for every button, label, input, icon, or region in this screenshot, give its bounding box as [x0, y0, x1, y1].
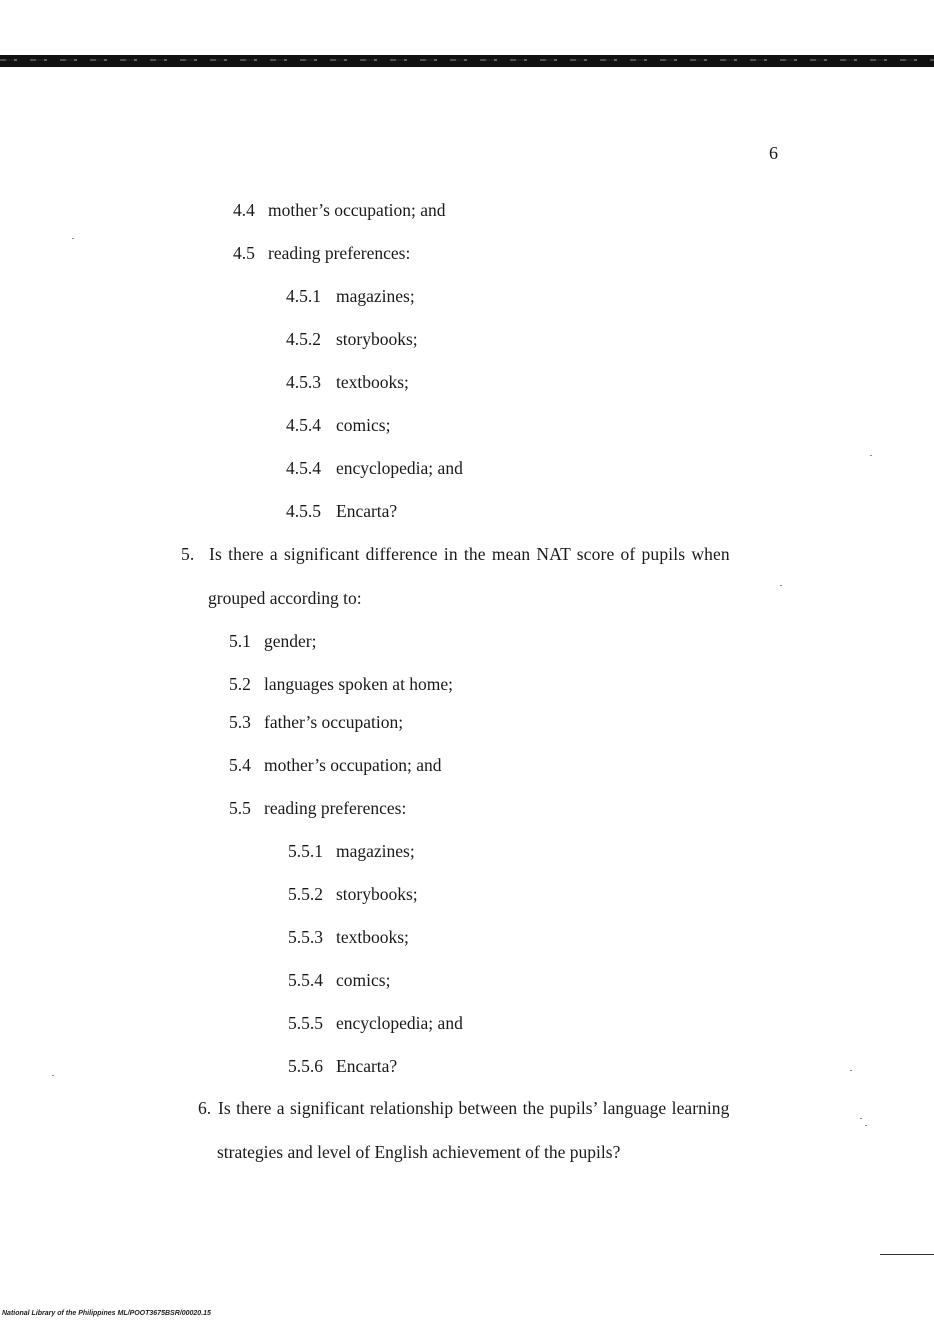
item-number: 5.5.6: [288, 1056, 323, 1076]
list-item: [286, 415, 390, 435]
question-5: [181, 544, 730, 564]
list-item-5-3: [229, 712, 403, 732]
scan-speck: [870, 455, 872, 456]
item-number: 4.5.2: [286, 329, 321, 349]
item-number: 4.5.5: [286, 501, 321, 521]
list-item: [286, 458, 463, 478]
item-text: textbooks;: [336, 927, 409, 947]
item-text: reading preferences:: [264, 798, 407, 818]
list-item-4-5: [233, 243, 410, 263]
item-number: 4.4: [233, 200, 255, 220]
question-number: 5.: [181, 544, 195, 564]
list-item: [288, 970, 390, 990]
item-text: mother’s occupation; and: [264, 755, 442, 775]
scan-speck: [72, 238, 74, 239]
question-6-continuation: strategies and level of English achievement of the pupils?: [217, 1142, 621, 1162]
item-text: comics;: [336, 415, 391, 435]
item-number: 5.5.4: [288, 970, 323, 990]
scan-line: [880, 1254, 934, 1255]
item-number: 5.4: [229, 755, 251, 775]
list-item-5-5: [229, 798, 406, 818]
scan-speck: [860, 1118, 862, 1119]
item-number: 5.5: [229, 798, 251, 818]
question-text: Is there a significant relationship between the pupils’ language learning: [218, 1098, 730, 1118]
item-text: encyclopedia; and: [336, 1013, 463, 1033]
question-6: [198, 1098, 729, 1118]
list-item-5-2: [229, 674, 453, 694]
item-number: 5.5.5: [288, 1013, 323, 1033]
item-text: gender;: [264, 631, 317, 651]
scan-speck: [850, 1070, 852, 1071]
scan-speck: [865, 1125, 867, 1126]
item-text: Encarta?: [336, 501, 398, 521]
item-number: 4.5.4: [286, 415, 321, 435]
item-text: mother’s occupation; and: [268, 200, 446, 220]
question-text: Is there a significant difference in the mean NAT score of pupils when: [209, 544, 730, 564]
question-5-continuation: grouped according to:: [208, 588, 362, 608]
item-number: 4.5: [233, 243, 255, 263]
list-item: [288, 1013, 463, 1033]
item-number: 5.5.2: [288, 884, 323, 904]
list-item: [286, 286, 415, 306]
item-text: encyclopedia; and: [336, 458, 463, 478]
list-item: [288, 884, 418, 904]
item-text: textbooks;: [336, 372, 409, 392]
item-text: languages spoken at home;: [264, 674, 454, 694]
list-item: [286, 329, 418, 349]
item-text: storybooks;: [336, 329, 418, 349]
item-text: reading preferences:: [268, 243, 411, 263]
item-number: 5.3: [229, 712, 251, 732]
item-text: storybooks;: [336, 884, 418, 904]
list-item: [288, 841, 415, 861]
item-number: 5.1: [229, 631, 251, 651]
list-item-4-4: [233, 200, 446, 220]
item-text: magazines;: [336, 286, 415, 306]
list-item: [286, 372, 409, 392]
page-number: 6: [769, 143, 778, 163]
scan-speck: [780, 585, 782, 586]
item-text: Encarta?: [336, 1056, 398, 1076]
item-text: magazines;: [336, 841, 415, 861]
list-item: [286, 501, 397, 521]
footer-watermark: National Library of the Philippines ML/POOT3675BSR/00020.15: [2, 1310, 211, 1317]
item-number: 5.5.1: [288, 841, 323, 861]
item-number: 4.5.3: [286, 372, 321, 392]
scan-speck: [52, 1075, 54, 1076]
list-item-5-4: [229, 755, 442, 775]
item-number: 4.5.4: [286, 458, 321, 478]
item-text: father’s occupation;: [264, 712, 404, 732]
list-item-5-1: [229, 631, 316, 651]
list-item: [288, 1056, 397, 1076]
item-number: 5.5.3: [288, 927, 323, 947]
item-text: comics;: [336, 970, 391, 990]
question-number: 6.: [198, 1098, 212, 1118]
scan-border: [0, 55, 934, 67]
item-number: 4.5.1: [286, 286, 321, 306]
item-number: 5.2: [229, 674, 251, 694]
list-item: [288, 927, 409, 947]
